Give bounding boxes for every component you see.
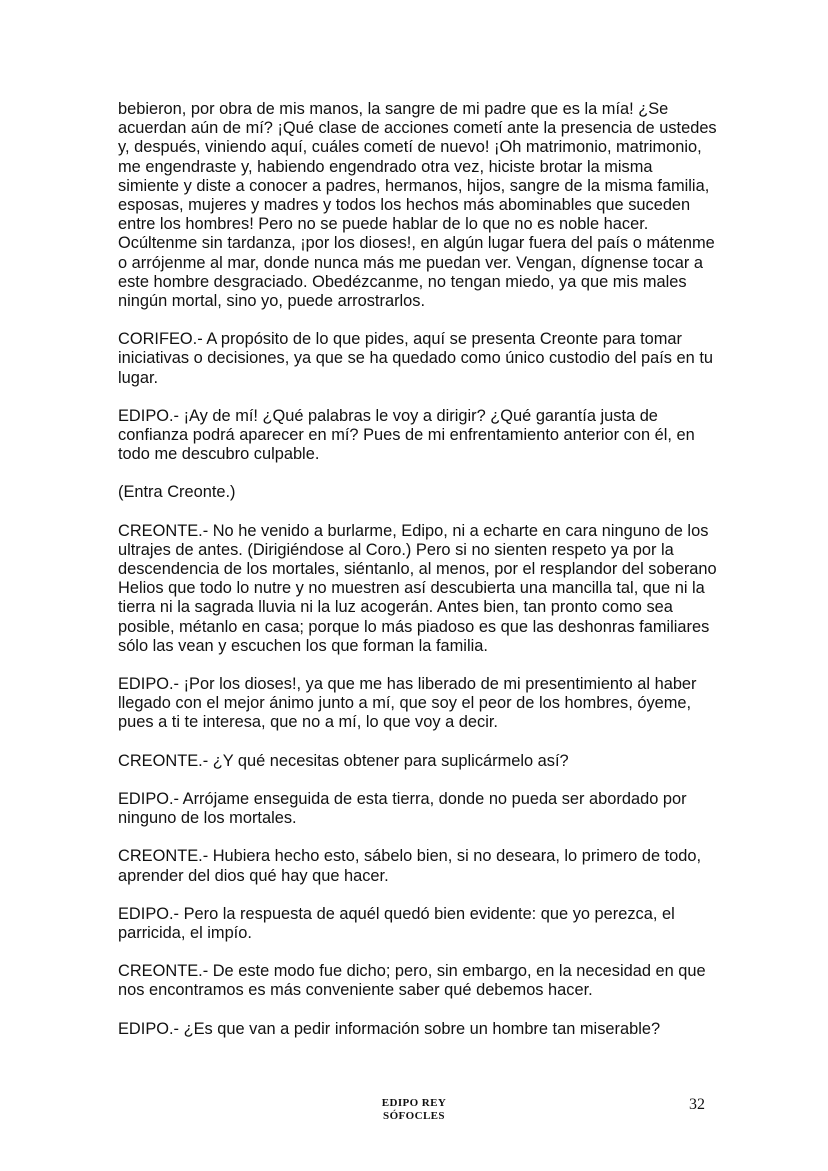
paragraph-creonte-que-necesitas: CREONTE.- ¿Y qué necesitas obtener para suplicármelo así? [118, 751, 569, 770]
text-body [118, 100, 718, 1058]
paragraph-edipo-informacion: EDIPO.- ¿Es que van a pedir información sobre un hombre tan miserable? [118, 1019, 661, 1038]
footer-book-title: EDIPO REY [381, 1097, 447, 1109]
paragraph-edipo-arrojame: EDIPO.- Arrójame enseguida de esta tierra, donde no pueda ser abordado por ninguno de los mortales. [118, 789, 687, 828]
paragraph-edipo-lament: bebieron, por obra de mis manos, la sangre de mi padre que es la mía! ¿Se acuerdan aún de mí? ¡Qué clase de acciones cometí ante la presencia de ustedes y, después, viniendo aquí, cuáles cometí de nuevo! ¡Oh matrimonio, matrimonio, me engendraste y, habiendo engendrado otra vez, hiciste brotar la misma simiente y diste a conocer a padres, hermanos, hijos, sangre de la misma familia, esposas, mujeres y madres y todos los hechos más abominables que suceden entre los hombres! Pero no se puede hablar de lo que no es noble hacer. Ocúltenme sin tardanza, ¡por los dioses!, en algún lugar fuera del país o mátenme o arrójenme al mar, donde nunca más me puedan ver. Vengan, dígnense tocar a este hombre desgraciado. Obedézcanme, no tengan miedo, ya que mis males ningún mortal, sino yo, puede arrostrarlos. [118, 100, 717, 311]
stage-direction-entra-creonte: (Entra Creonte.) [118, 483, 236, 502]
paragraph-creonte-no-he-venido: CREONTE.- No he venido a burlarme, Edipo, ni a echarte en cara ninguno de los ultrajes de antes. (Dirigiéndose al Coro.) Pero si no sienten respeto ya por la descendencia de los mortales, siéntanlo, al menos, por el resplandor del soberano Helios que todo lo nutre y no muestren así descubierta una mancilla tal, que ni la tierra ni la sagrada lluvia ni la luz acogerán. Antes bien, tan pronto como sea posible, métanlo en casa; porque lo más piadoso es que las deshonras familiares sólo las vean y escuchen los que forman la familia. [118, 521, 717, 655]
paragraph-edipo-ay-de-mi: EDIPO.- ¡Ay de mí! ¿Qué palabras le voy a dirigir? ¿Qué garantía justa de confianza podrá aparecer en mí? Pues de mi enfrentamiento anterior con él, en todo me descubro culpable. [118, 406, 695, 464]
paragraph-edipo-por-los-dioses: EDIPO.- ¡Por los dioses!, ya que me has liberado de mi presentimiento al haber llegado con el mejor ánimo junto a mí, que soy el peor de los hombres, óyeme, pues a ti te interesa, que no a mí, lo que voy a decir. [118, 675, 697, 732]
paragraph-edipo-la-respuesta: EDIPO.- Pero la respuesta de aquél quedó bien evidente: que yo perezca, el parricida, el impío. [118, 904, 675, 942]
paragraph-creonte-hubiera-hecho: CREONTE.- Hubiera hecho esto, sábelo bien, si no deseara, lo primero de todo, aprender del dios qué hay que hacer. [118, 847, 702, 885]
paragraph-creonte-de-este-modo: CREONTE.- De este modo fue dicho; pero, sin embargo, en la necesidad en que nos encontramos es más conveniente saber qué debemos hacer. [118, 962, 706, 1000]
paragraph-corifeo: CORIFEO.- A propósito de lo que pides, aquí se presenta Creonte para tomar iniciativas o decisiones, ya que se ha quedado como único custodio del país en tu lugar. [118, 330, 714, 387]
page-number: 32 [689, 1096, 705, 1113]
footer-author: SÓFOCLES [383, 1110, 445, 1122]
